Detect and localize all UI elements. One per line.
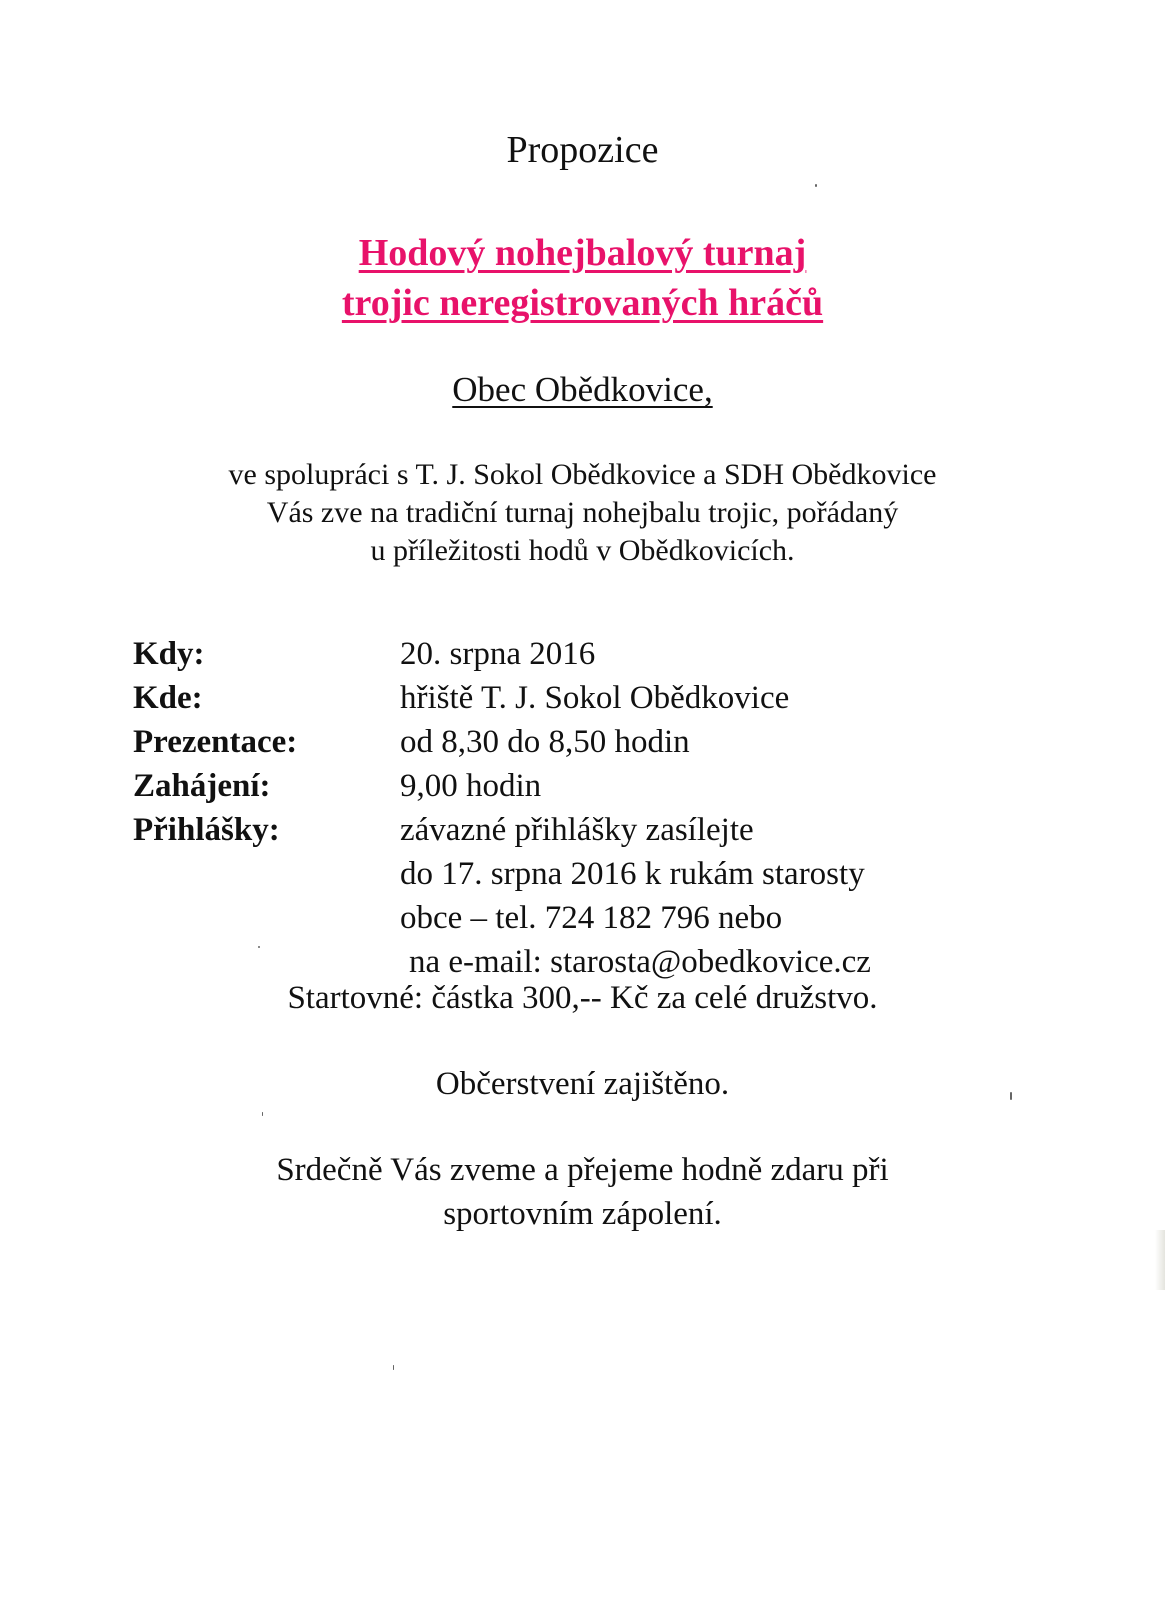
detail-value-when: 20. srpna 2016 xyxy=(400,636,596,672)
entry-fee: Startovné: částka 300,-- Kč za celé družstvo. xyxy=(287,980,878,1016)
detail-row-applications-deadline xyxy=(0,852,1165,896)
closing-line-2: sportovním zápolení. xyxy=(443,1196,722,1232)
detail-value-applications-email: na e-mail: starosta@obedkovice.cz xyxy=(409,944,871,980)
detail-label-where: Kde: xyxy=(133,680,203,716)
detail-value-start: 9,00 hodin xyxy=(400,768,542,804)
detail-label-registration-time: Prezentace: xyxy=(133,724,298,760)
detail-row-where xyxy=(0,676,1165,720)
detail-row-registration-time xyxy=(0,720,1165,764)
detail-label-when: Kdy: xyxy=(133,636,205,672)
closing-line-1: Srdečně Vás zveme a přejeme hodně zdaru při xyxy=(276,1152,889,1188)
scan-speck xyxy=(393,1365,394,1370)
event-title-line-1: Hodový nohejbalový turnaj xyxy=(358,232,807,274)
intro-line-2: Vás zve na tradiční turnaj nohejbalu trojic, pořádaný xyxy=(266,496,899,529)
detail-value-registration-time: od 8,30 do 8,50 hodin xyxy=(400,724,690,760)
refreshments-note: Občerstvení zajištěno. xyxy=(435,1066,730,1102)
detail-label-applications: Přihlášky: xyxy=(133,812,280,848)
intro-line-1: ve spolupráci s T. J. Sokol Obědkovice a SDH Obědkovice xyxy=(228,458,937,491)
detail-row-start xyxy=(0,764,1165,808)
scan-speck xyxy=(258,946,260,948)
detail-value-applications: závazné přihlášky zasílejte xyxy=(400,812,754,848)
document-heading: Propozice xyxy=(506,129,659,171)
detail-value-where: hřiště T. J. Sokol Obědkovice xyxy=(400,680,790,716)
detail-row-when xyxy=(0,632,1165,676)
detail-value-applications-phone: obce – tel. 724 182 796 nebo xyxy=(400,900,783,936)
scan-speck xyxy=(815,184,817,187)
event-details xyxy=(0,632,1165,992)
intro-line-3: u příležitosti hodů v Obědkovicích. xyxy=(370,534,795,567)
organizer-name: Obec Obědkovice, xyxy=(452,370,713,409)
detail-row-applications-phone xyxy=(0,896,1165,940)
scan-speck xyxy=(1010,1092,1012,1100)
scan-edge-shadow xyxy=(1155,1230,1165,1290)
event-title-line-2: trojic neregistrovaných hráčů xyxy=(341,282,824,324)
detail-label-start: Zahájení: xyxy=(133,768,271,804)
detail-value-applications-deadline: do 17. srpna 2016 k rukám starosty xyxy=(400,856,865,892)
detail-row-applications xyxy=(0,808,1165,852)
scan-speck xyxy=(262,1112,263,1116)
